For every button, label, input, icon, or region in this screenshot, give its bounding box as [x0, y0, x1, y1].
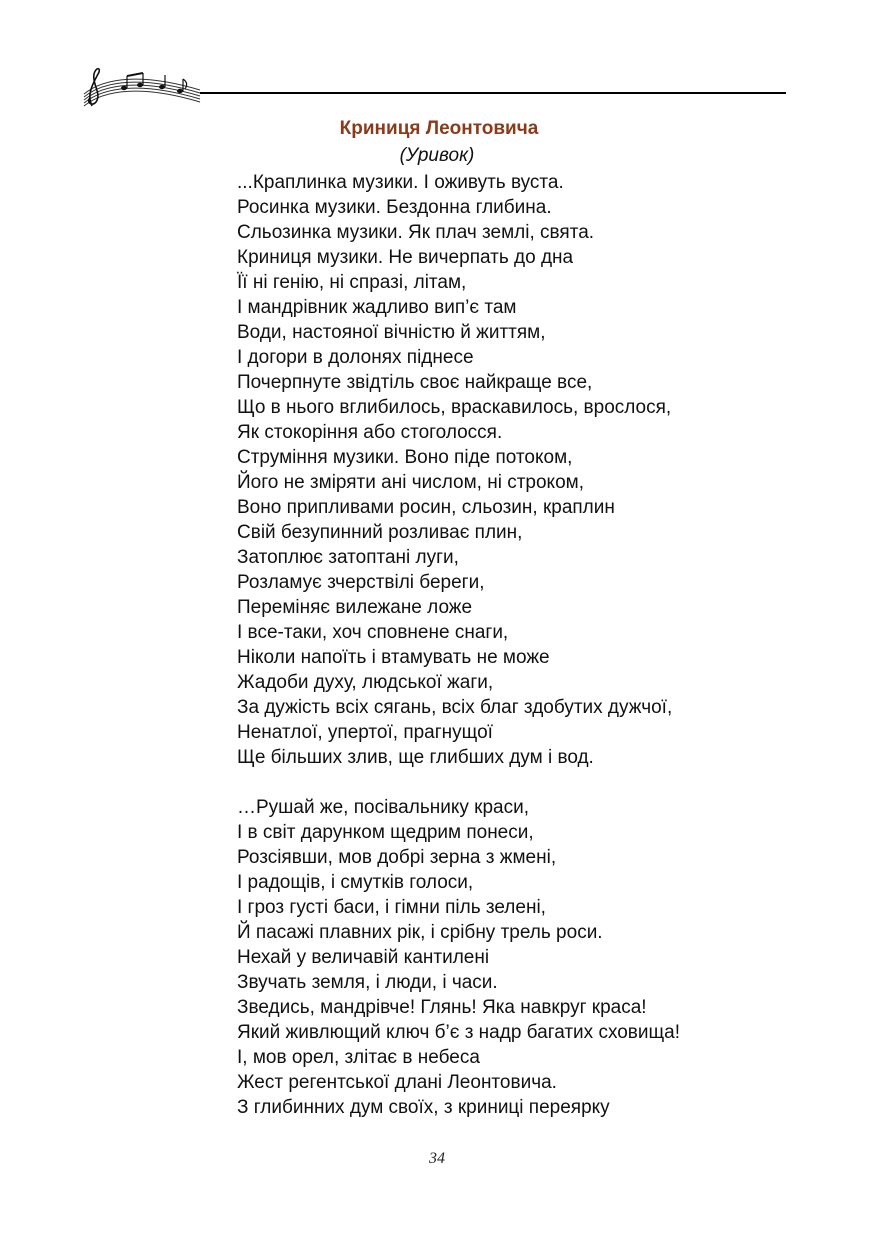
poem-line: За дужість всіх сягань, всіх благ здобутих дужчої, [237, 697, 673, 718]
poem-line: Жест регентської длані Леонтовича. [237, 1072, 557, 1093]
poem-line: І в світ дарунком щедрим понеси, [237, 822, 534, 843]
header-rule [200, 92, 786, 94]
poem-line: …Рушай же, посівальнику краси, [237, 797, 529, 818]
poem-line: Ще більших злив, ще глибших дум і вод. [237, 747, 594, 768]
poem-line: Й пасажі плавних рік, і срібну трель роси. [237, 922, 603, 943]
stanza-1 [237, 170, 837, 770]
poem-line: Як стокоріння або стоголосся. [237, 422, 503, 443]
poem-line: І, мов орел, злітає в небеса [237, 1047, 480, 1068]
poem-line: Її ні генію, ні спразі, літам, [237, 272, 467, 293]
poem-line: Сльозинка музики. Як плач землі, свята. [237, 222, 595, 243]
poem-line: Воно припливами росин, сльозин, краплин [237, 497, 615, 518]
poem-line: Води, настояної вічністю й життям, [237, 322, 546, 343]
page-number: 34 [429, 1150, 445, 1167]
poem-line: І догори в долонях піднесе [237, 347, 474, 368]
poem-body [237, 170, 837, 1120]
poem-line: Ніколи напоїть і втамувать не може [237, 647, 550, 668]
poem-line: Який живлющий ключ б’є з надр багатих сховища! [237, 1022, 680, 1043]
poem-subtitle: (Уривок) [399, 145, 475, 166]
stanza-2 [237, 795, 837, 1120]
poem-line: Переміняє вилежане ложе [237, 597, 473, 618]
poem-line: Нехай у величавій кантилені [237, 947, 490, 968]
poem-line: Росинка музики. Бездонна глибина. [237, 197, 552, 218]
poem-line: І все-таки, хоч сповнене снаги, [237, 622, 509, 643]
poem-line: І гроз густі баси, і гімни піль зелені, [237, 897, 546, 918]
poem-line: Криниця музики. Не вичерпать до дна [237, 247, 574, 268]
poem-line: Жадоби духу, людської жаги, [237, 672, 494, 693]
poem-title: Криниця Леонтовича [339, 118, 539, 139]
poem-line: Розламує зчерствілі береги, [237, 572, 485, 593]
poem-line: Звучать земля, і люди, і часи. [237, 972, 498, 993]
poem-line: Затоплює затоптані луги, [237, 547, 459, 568]
poem-line: Що в нього вглибилось, враскавилось, врослося, [237, 397, 672, 418]
poem-line: Його не зміряти ані числом, ні строком, [237, 472, 584, 493]
poem-line: ...Краплинка музики. І оживуть вуста. [237, 172, 564, 193]
poem-line: Розсіявши, мов добрі зерна з жмені, [237, 847, 557, 868]
music-staff-ornament-icon [76, 64, 206, 108]
poem-line: І радощів, і смутків голоси, [237, 872, 474, 893]
poem-line: І мандрівник жадливо вип’є там [237, 297, 517, 318]
poem-line: Почерпнуте звідтіль своє найкраще все, [237, 372, 593, 393]
poem-line: Струміння музики. Воно піде потоком, [237, 447, 573, 468]
poem-line: Свій безупинний розливає плин, [237, 522, 523, 543]
poem-line: З глибинних дум своїх, з криниці переярку [237, 1097, 610, 1118]
stanza-gap [237, 770, 837, 795]
poem-line: Ненатлої, упертої, прагнущої [237, 722, 493, 743]
poem-line: Зведись, мандрівче! Глянь! Яка навкруг краса! [237, 997, 647, 1018]
